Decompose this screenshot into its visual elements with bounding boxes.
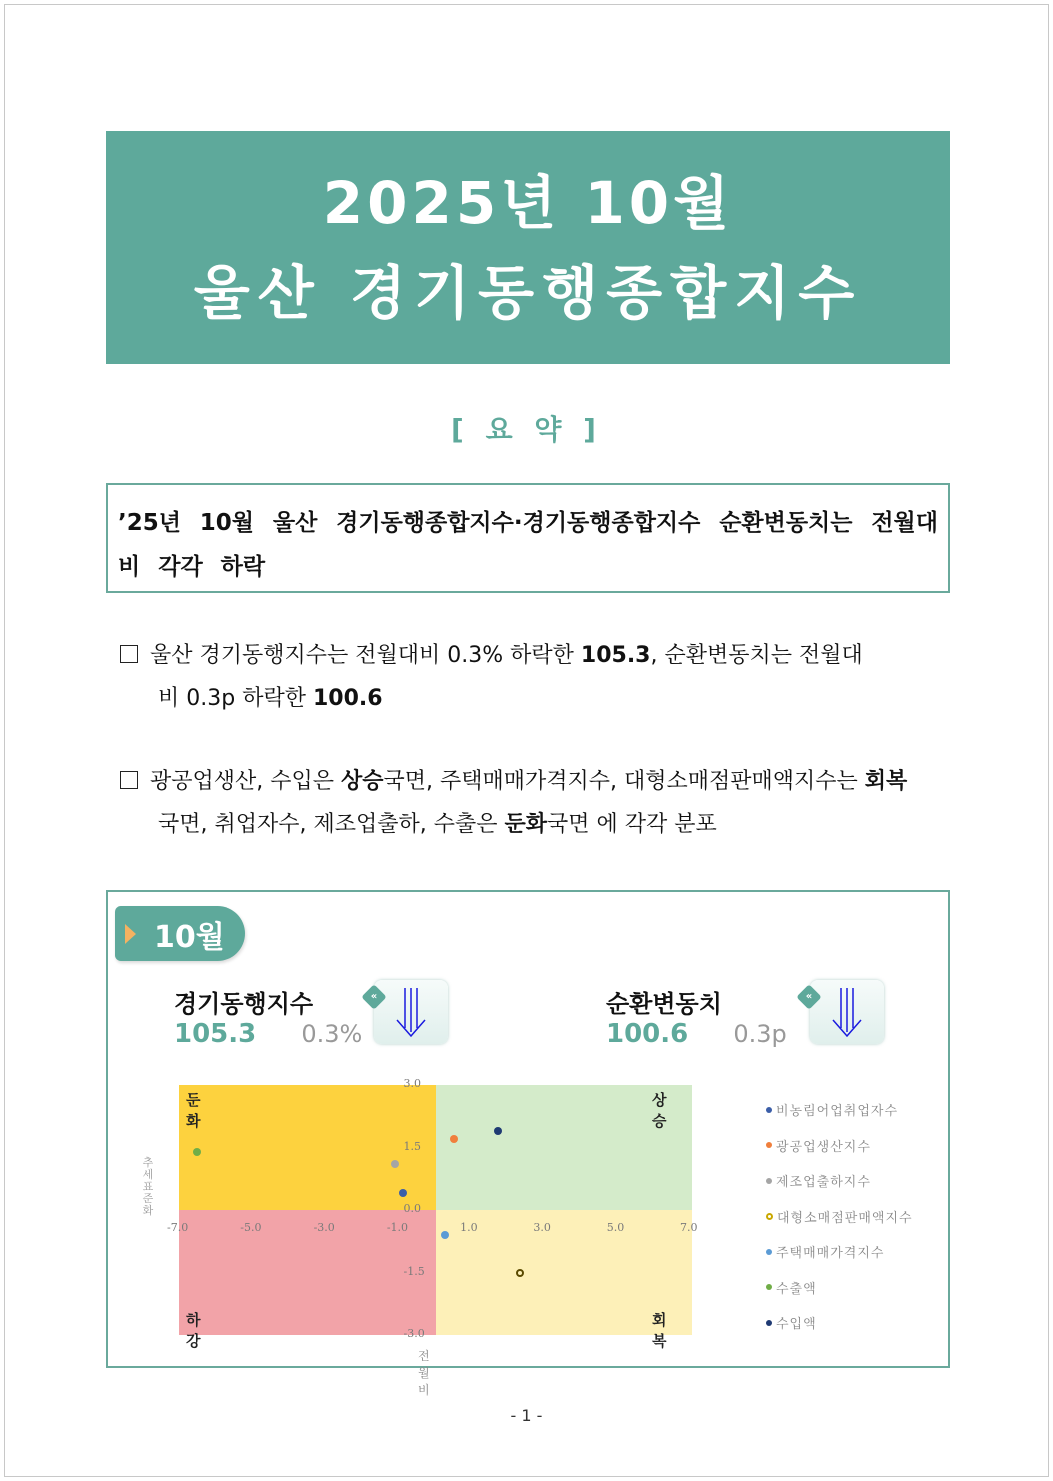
- y-tick-label: 3.0: [403, 1077, 421, 1090]
- bullet-1: [120, 634, 950, 720]
- body-text: 국면 에 각각 분포: [547, 812, 717, 837]
- y-axis-label: 추세 표준화: [142, 1156, 154, 1217]
- kpi-cyclical-component: [606, 984, 787, 1049]
- bullet-2-line-1: [150, 769, 907, 794]
- x-tick-label: -7.0: [167, 1221, 189, 1234]
- chart-legend: [766, 1092, 913, 1341]
- body-text: 비 0.3p 하락한: [158, 686, 313, 711]
- page-number: - 1 -: [510, 1406, 543, 1425]
- legend-swatch-icon: [766, 1178, 772, 1184]
- legend-item: [766, 1163, 913, 1199]
- legend-item: [766, 1305, 913, 1341]
- emphasis-text: 둔화: [504, 812, 547, 837]
- emphasis-text: 105.3: [580, 643, 651, 668]
- x-tick-label: 5.0: [606, 1221, 625, 1234]
- bullet-1-line-1: [150, 643, 863, 668]
- y-tick-label: 1.5: [403, 1139, 421, 1153]
- kpi-title: 경기동행지수: [174, 990, 314, 1018]
- data-point: [441, 1231, 449, 1239]
- x-tick-label: -3.0: [313, 1221, 335, 1234]
- legend-swatch-icon: [766, 1320, 772, 1326]
- quadrant-label: 상승: [652, 1091, 667, 1130]
- bullet-2: [120, 760, 950, 846]
- title-line-1: 2025년 10월: [322, 168, 734, 237]
- body-text: 광공업생산, 수입은: [150, 769, 341, 794]
- double-chevron-left-icon: «: [361, 984, 386, 1009]
- double-chevron-left-icon: «: [796, 984, 821, 1009]
- legend-label: 수출액: [776, 1281, 817, 1297]
- legend-swatch-icon: [766, 1213, 773, 1220]
- play-triangle-icon: [125, 924, 136, 944]
- legend-item: [766, 1128, 913, 1164]
- legend-label: 광공업생산지수: [776, 1139, 871, 1155]
- quadrant-label: 둔화: [186, 1091, 201, 1130]
- legend-item: [766, 1234, 913, 1270]
- headline-box: [106, 483, 950, 593]
- legend-label: 주택매매가격지수: [776, 1246, 885, 1262]
- x-tick-label: 1.0: [460, 1221, 478, 1234]
- x-tick-label: -1.0: [386, 1221, 409, 1234]
- legend-swatch-icon: [766, 1249, 772, 1255]
- legend-swatch-icon: [766, 1142, 772, 1148]
- legend-label: 비농림어업취업자수: [776, 1104, 899, 1120]
- legend-swatch-icon: [766, 1107, 772, 1113]
- kpi-title: 순환변동치: [606, 990, 722, 1018]
- emphasis-text: 회복: [864, 769, 908, 794]
- kpi-value: 100.6: [606, 1019, 689, 1049]
- triple-down-arrow-icon: [374, 980, 448, 1044]
- title-line-2: 울산 경기동행종합지수: [193, 258, 863, 327]
- x-axis-label: 전월비: [418, 1349, 430, 1397]
- y-tick-label: -3.0: [403, 1327, 425, 1340]
- month-tab-label: 10월: [154, 919, 225, 955]
- checkbox-square-icon: [120, 771, 138, 789]
- summary-heading: [ 요 약 ]: [451, 413, 602, 446]
- data-point: [450, 1135, 458, 1143]
- data-point: [516, 1269, 524, 1277]
- x-tick-label: -5.0: [240, 1221, 262, 1234]
- body-text: 국면, 취업자수, 제조업출하, 수출은: [158, 812, 505, 837]
- legend-item: [766, 1270, 913, 1306]
- quadrant-label: 하강: [186, 1311, 201, 1350]
- legend-item: [766, 1092, 913, 1128]
- y-tick-label: -1.5: [403, 1264, 425, 1278]
- indicator-panel: [106, 890, 950, 1397]
- data-point: [494, 1127, 502, 1135]
- legend-swatch-icon: [766, 1284, 772, 1290]
- month-tab: [115, 906, 245, 961]
- bullet-1-line-2: [120, 677, 950, 720]
- kpi-coincident-index: [174, 984, 362, 1049]
- kpi-change: 0.3%: [301, 1020, 363, 1048]
- quadrant-top-left: [179, 1085, 436, 1210]
- headline-text: ’25년 10월 울산 경기동행종합지수·경기동행종합지수 순환변동치는 전월대비 각각 하락: [118, 510, 938, 580]
- legend-label: 수입액: [776, 1317, 817, 1333]
- bullet-2-line-2: [120, 803, 950, 846]
- quadrant-label: 회복: [652, 1311, 667, 1350]
- x-tick-label: 3.0: [533, 1221, 551, 1234]
- legend-label: 제조업출하지수: [776, 1175, 871, 1191]
- kpi-value: 105.3: [174, 1019, 257, 1049]
- body-text: 국면, 주택매매가격지수, 대형소매점판매액지수는: [383, 769, 865, 794]
- checkbox-square-icon: [120, 645, 138, 663]
- x-tick-label: 7.0: [680, 1221, 698, 1234]
- triple-down-arrow-icon: [810, 980, 884, 1044]
- emphasis-text: 100.6: [312, 686, 383, 711]
- data-point: [193, 1148, 201, 1156]
- legend-label: 대형소매점판매액지수: [777, 1210, 913, 1226]
- emphasis-text: 상승: [341, 769, 384, 794]
- legend-item: [766, 1199, 913, 1235]
- kpi-change: 0.3p: [733, 1020, 787, 1048]
- body-text: , 순환변동치는 전월대: [650, 643, 863, 668]
- data-point: [399, 1189, 407, 1197]
- body-text: 울산 경기동행지수는 전월대비 0.3% 하락한: [150, 643, 581, 668]
- y-tick-label: 0.0: [403, 1202, 421, 1215]
- title-banner: [106, 131, 950, 364]
